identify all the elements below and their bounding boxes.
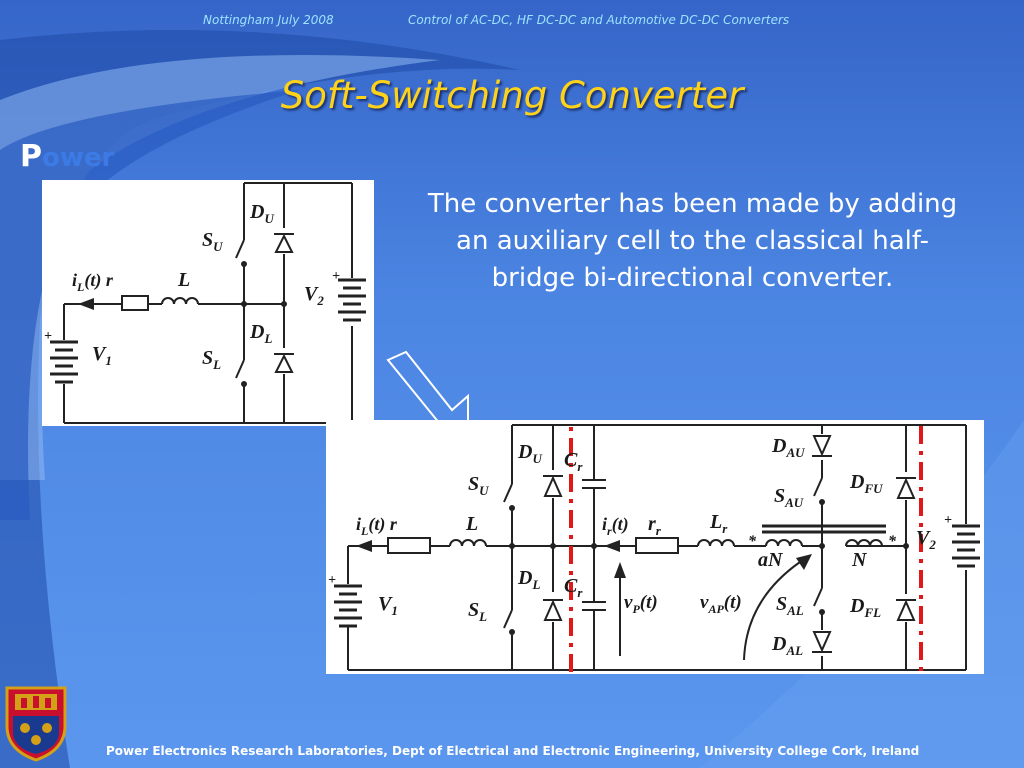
lr-label: $L_r$ — [710, 511, 728, 536]
v1-plus-label: + — [328, 573, 336, 588]
soft-switching-diagram — [326, 420, 984, 674]
vap-label: $v_{AP}(t)$ — [700, 592, 742, 616]
slide-title: Soft-Switching Converter — [280, 74, 744, 117]
cr-bottom-label: $C_r$ — [564, 575, 583, 600]
logo-first-letter: P — [20, 139, 42, 174]
su-label: $S_U$ — [202, 229, 223, 254]
sau-label: $S_{AU}$ — [774, 485, 804, 510]
dfu-label: $D_{FU}$ — [850, 471, 883, 496]
sl-label: $S_L$ — [202, 347, 222, 372]
dl-label: $D_L$ — [518, 567, 541, 592]
an-label: aN — [758, 549, 783, 571]
dot-star-right: * — [888, 533, 896, 550]
dl-label: $D_L$ — [250, 321, 273, 346]
sl-label: $S_L$ — [468, 599, 488, 624]
vp-label: $v_P(t)$ — [624, 592, 658, 616]
il-label: $i_L(t)$ r — [356, 514, 397, 538]
cr-top-label: $C_r$ — [564, 449, 583, 474]
l-label: L — [466, 513, 479, 535]
v2-label: $V_2$ — [916, 527, 936, 552]
v1-label: $V_1$ — [92, 343, 112, 368]
su-label: $S_U$ — [468, 473, 489, 498]
v2-label: $V_2$ — [304, 283, 324, 308]
half-bridge-circuit — [42, 180, 374, 426]
v2-plus-label: + — [944, 513, 952, 528]
n-label: N — [852, 549, 867, 571]
v1-label: $V_1$ — [378, 593, 398, 618]
du-label: $D_U$ — [250, 201, 274, 226]
du-label: $D_U$ — [518, 441, 542, 466]
ir-label: $i_r(t)$ — [602, 514, 629, 538]
rr-label: $r_r$ — [648, 513, 661, 538]
dal-label: $D_{AL}$ — [772, 633, 804, 658]
sal-label: $S_{AL}$ — [776, 593, 804, 618]
v1-plus-label: + — [44, 329, 52, 344]
header-location: Nottingham July 2008 — [203, 13, 334, 27]
half-bridge-diagram — [42, 180, 374, 426]
v2-plus-label: + — [332, 269, 340, 284]
logo-rest: ower — [42, 143, 115, 173]
il-label: $i_L(t)$ r — [72, 270, 113, 294]
header-title: Control of AC-DC, HF DC-DC and Automotive DC-DC Converters — [408, 13, 790, 27]
slide-header — [0, 13, 1024, 31]
slide-footer: Power Electronics Research Laboratories, Dept of Electrical and Electronic Engineering, University College Cork, Ireland — [106, 744, 920, 758]
dfl-label: $D_{FL}$ — [850, 595, 882, 620]
soft-switching-circuit — [326, 420, 984, 674]
dot-star-left: * — [748, 533, 756, 550]
dau-label: $D_{AU}$ — [772, 435, 805, 460]
university-crest-icon — [3, 682, 69, 762]
l-label: L — [178, 269, 191, 291]
slide-body-text: The converter has been made by adding an auxiliary cell to the classical half-bridge bi-directional converter. — [427, 189, 958, 293]
sidebar-logo-text — [20, 138, 114, 177]
